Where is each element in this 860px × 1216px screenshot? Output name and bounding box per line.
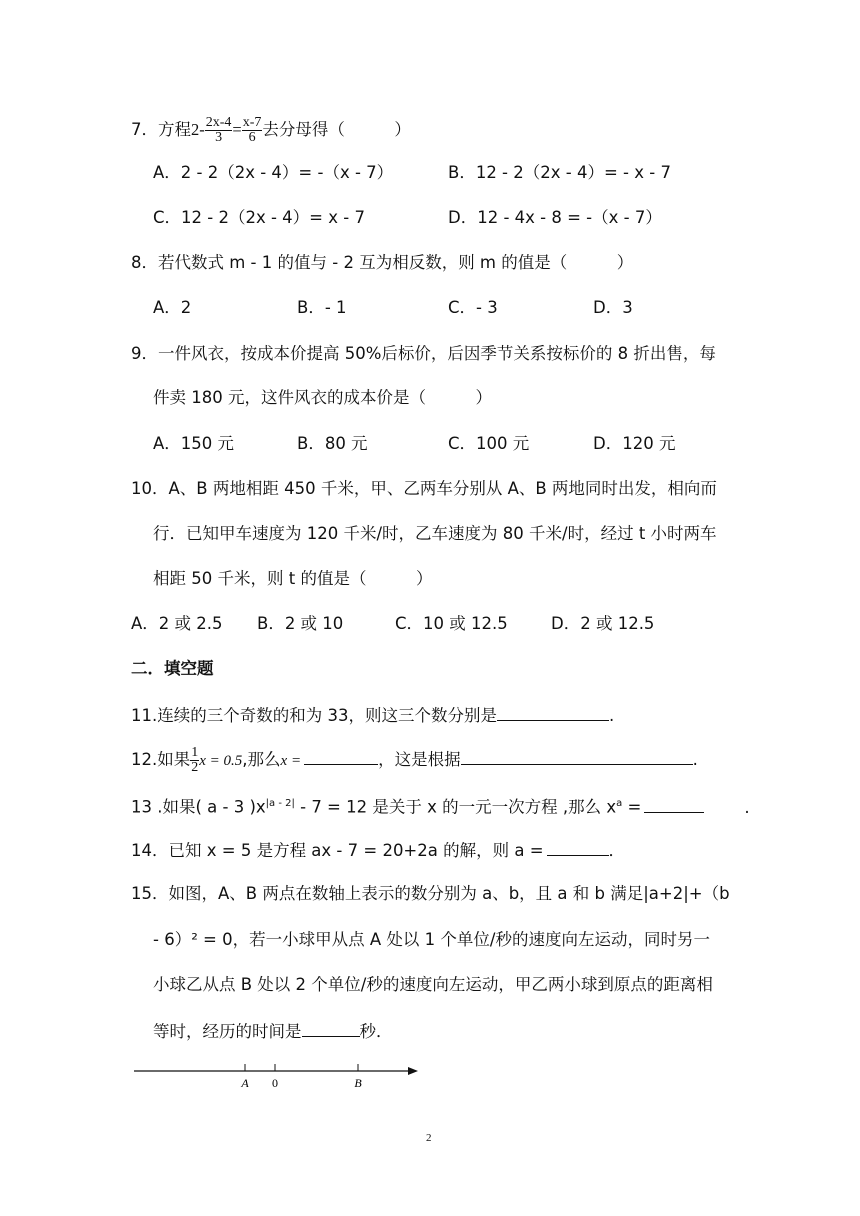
label-0: 0 bbox=[272, 1076, 278, 1090]
q7-option-d: D．12 - 4x - 8 = -（x - 7） bbox=[448, 208, 662, 227]
question-14: 14．已知 x = 5 是方程 ax - 7 = 20+2a 的解，则 a = ． bbox=[131, 837, 625, 863]
q10-option-a: A．2 或 2.5 bbox=[131, 614, 223, 633]
q8-option-a: A．2 bbox=[153, 298, 192, 317]
q8-option-b: B．- 1 bbox=[297, 298, 347, 317]
q14-answer-blank[interactable] bbox=[547, 837, 609, 856]
q11-answer-blank[interactable] bbox=[497, 702, 609, 721]
q9-option-a: A．150 元 bbox=[153, 434, 235, 453]
q9-option-d: D．120 元 bbox=[593, 434, 676, 453]
question-9-line-2: 件卖 180 元，这件风衣的成本价是（ ） bbox=[153, 388, 492, 407]
question-7 bbox=[131, 116, 411, 145]
q7-suffix: 去分母得（ ） bbox=[262, 120, 411, 139]
q7-option-b: B．12 - 2（2x - 4）= - x - 7 bbox=[448, 163, 671, 182]
q8-option-d: D．3 bbox=[593, 298, 633, 317]
q10-option-b: B．2 或 10 bbox=[257, 614, 344, 633]
q7-option-a: A．2 - 2（2x - 4）= -（x - 7） bbox=[153, 163, 394, 182]
question-10-line-1: 10．A、B 两地相距 450 千米，甲、乙两车分别从 A、B 两地同时出发，相向而 bbox=[131, 479, 717, 498]
q8-option-c: C．- 3 bbox=[448, 298, 498, 317]
question-12: 12.如果 $\frac{1}{2}$ x = 0.5,那么x = ，这是根据 . bbox=[131, 745, 698, 775]
page-number: 2 bbox=[426, 1132, 432, 1144]
q7-eq-lead: 2- bbox=[191, 120, 205, 139]
q9-option-c: C．100 元 bbox=[448, 434, 530, 453]
q7-option-c: C．12 - 2（2x - 4）= x - 7 bbox=[153, 208, 365, 227]
question-15-line-1: 15．如图，A、B 两点在数轴上表示的数分别为 a、b，且 a 和 b 满足|a+2|+（b bbox=[131, 884, 730, 903]
question-15-line-2: - 6）² = 0，若一小球甲从点 A 处以 1 个单位/秒的速度向左运动，同时另一 bbox=[153, 930, 710, 949]
question-13: 13 .如果( a - 3 )$x^{|a - 2|} - 7 = 12$ 是关于 x 的一元一次方程 ,那么 $x^a$ = . bbox=[131, 792, 750, 820]
q7-eq-mid: = bbox=[232, 120, 242, 139]
q10-option-c: C．10 或 12.5 bbox=[395, 614, 508, 633]
q10-option-d: D．2 或 12.5 bbox=[551, 614, 655, 633]
question-10-line-2: 行．已知甲车速度为 120 千米/时，乙车速度为 80 千米/时，经过 t 小时两车 bbox=[153, 524, 717, 543]
label-b: B bbox=[354, 1076, 362, 1090]
section-heading-fill-in: 二．填空题 bbox=[131, 659, 214, 678]
q7-fraction-1: $\frac{2x-4}{3}$ bbox=[205, 115, 232, 145]
q12-answer-blank-2[interactable] bbox=[461, 746, 693, 765]
question-15-line-3: 小球乙从点 B 处以 2 个单位/秒的速度向左运动，甲乙两小球到原点的距离相 bbox=[153, 975, 713, 994]
question-8: 8．若代数式 m - 1 的值与 - 2 互为相反数，则 m 的值是（ ） bbox=[131, 253, 634, 272]
number-line-figure bbox=[130, 1058, 430, 1098]
question-15-line-4: 等时，经历的时间是 秒． bbox=[153, 1018, 393, 1044]
q12-answer-blank-1[interactable] bbox=[304, 746, 378, 765]
label-a: A bbox=[241, 1076, 249, 1090]
question-11: 11.连续的三个奇数的和为 33，则这三个数分别是 . bbox=[131, 702, 614, 728]
q15-answer-blank[interactable] bbox=[302, 1018, 360, 1037]
q13-answer-blank[interactable] bbox=[644, 794, 704, 813]
number-line-arrow-icon bbox=[408, 1067, 418, 1075]
q9-option-b: B．80 元 bbox=[297, 434, 368, 453]
question-9-line-1: 9．一件风衣，按成本价提高 50%后标价，后因季节关系按标价的 8 折出售，每 bbox=[131, 344, 716, 363]
q7-fraction-2: $\frac{x-7}{6}$ bbox=[242, 115, 262, 145]
question-10-line-3: 相距 50 千米，则 t 的值是（ ） bbox=[153, 569, 433, 588]
q12-fraction: $\frac{1}{2}$ bbox=[191, 745, 199, 775]
q7-prefix: 7．方程 bbox=[131, 120, 191, 139]
